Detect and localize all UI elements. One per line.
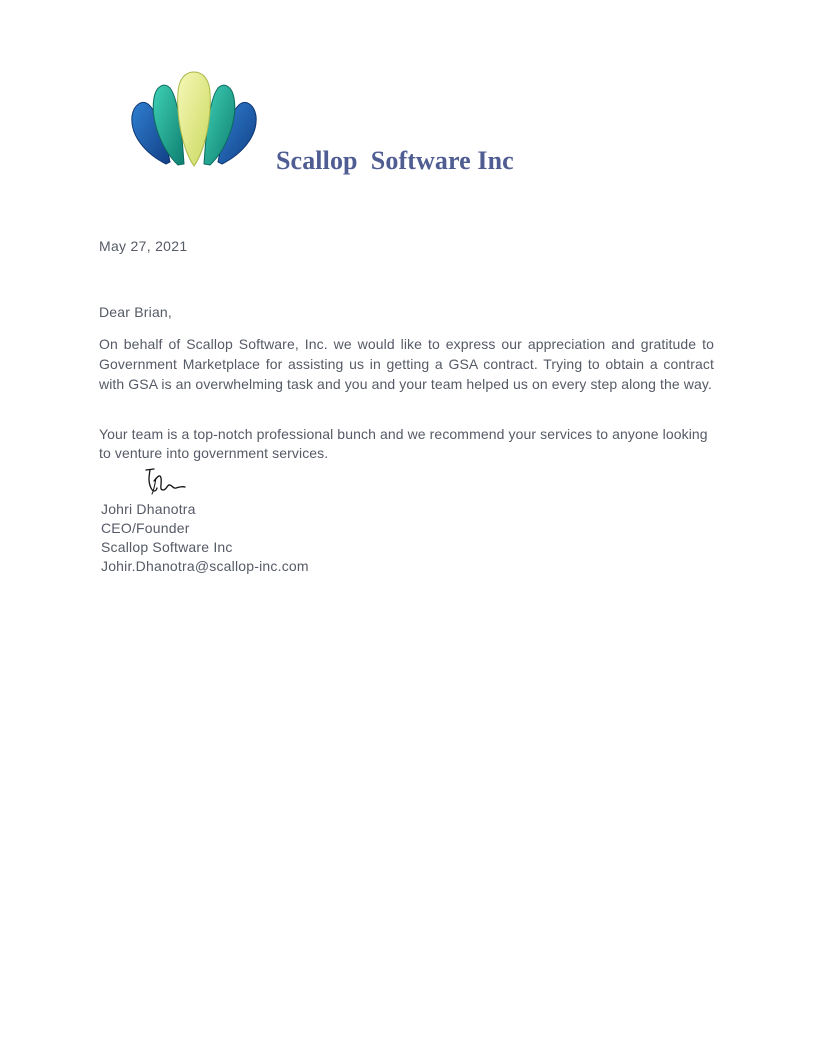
letterhead: [0, 0, 816, 200]
salutation: Dear Brian,: [99, 304, 173, 320]
signer-title: CEO/Founder: [101, 520, 190, 536]
body-paragraph: Your team is a top-notch professional bunch and we recommend your services to anyone looking to venture into government services.: [99, 426, 708, 461]
handwritten-signature-icon: [140, 466, 190, 496]
signature-block: [101, 500, 309, 576]
letter-date: May 27, 2021: [99, 238, 188, 254]
signer-email: Johir.Dhanotra@scallop-inc.com: [101, 558, 309, 574]
signer-name: Johri Dhanotra: [101, 501, 196, 517]
company-name: Scallop Software Inc: [276, 146, 514, 175]
scallop-shell-logo-icon: [128, 70, 260, 168]
signer-company: Scallop Software Inc: [101, 539, 233, 555]
body-paragraph: On behalf of Scallop Software, Inc. we would like to express our appreciation and gratitude to Government Marketplace for assisting us in getting a GSA contract. Trying to obtain a contract with GSA is an overwhelming task and you and your team helped us on every step along the way.: [99, 336, 714, 392]
